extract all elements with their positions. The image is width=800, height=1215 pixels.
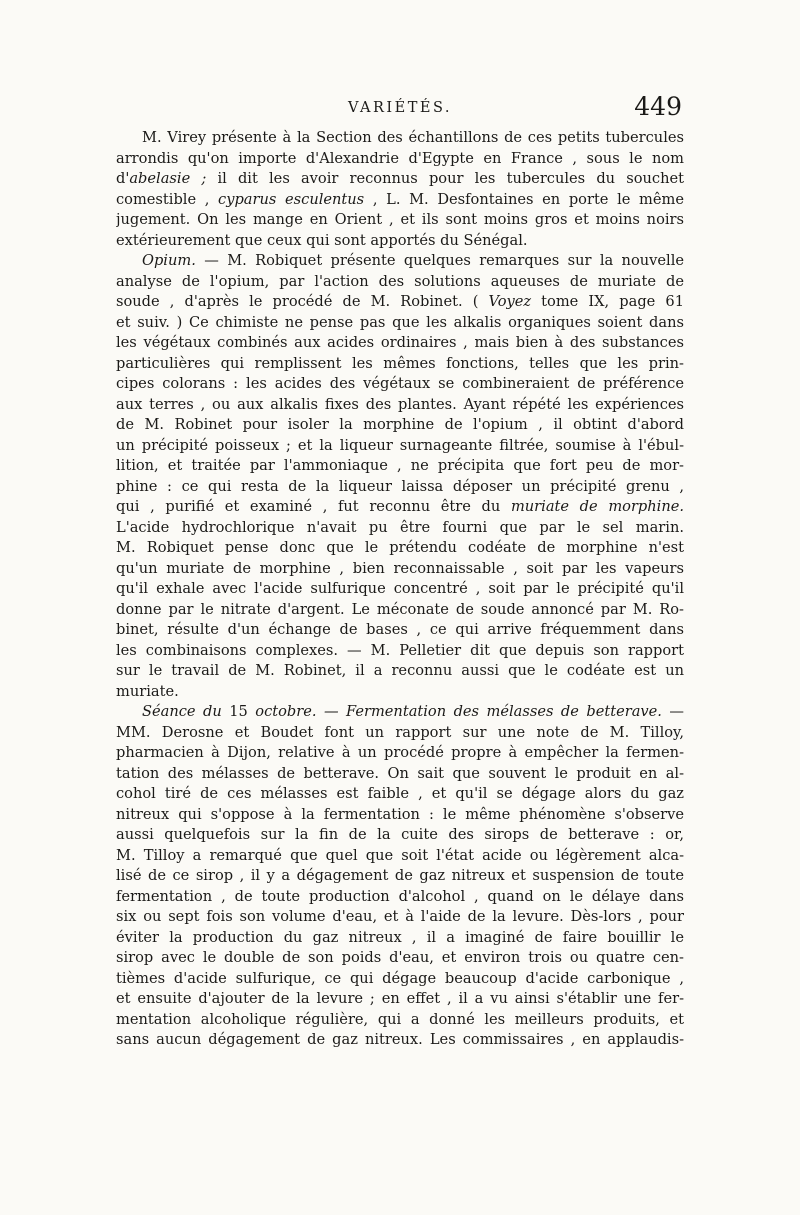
text-line: lisé de ce sirop , il y a dégagement de gaz nitreux et suspension de toute — [116, 867, 684, 884]
text-line: M. Robiquet pense donc que le prétendu codéate de morphine n'est — [116, 539, 684, 556]
text-line: nitreux qui s'oppose à la fermentation : le même phénomène s'observe — [116, 805, 684, 823]
text-line: L'acide hydrochlorique n'avait pu être fourni que par le sel marin. — [116, 518, 684, 536]
page-number: 449 — [634, 92, 682, 121]
text-line: cipes colorans : les acides des végétaux se combineraient de préférence — [116, 375, 684, 392]
text-line: MM. Derosne et Boudet font un rapport sur une note de M. Tilloy, — [116, 723, 684, 741]
text-line: aux terres , ou aux alkalis fixes des plantes. Ayant répété les expériences — [116, 395, 684, 413]
text-line: arrondis qu'on importe d'Alexandrie d'Egypte en France , sous le nom — [116, 149, 684, 167]
text-line: Séance du 15 octobre. — Fermentation des mélasses de betterave. — — [142, 703, 684, 720]
text-line: Opium. — M. Robiquet présente quelques remarques sur la nouvelle — [142, 252, 684, 269]
text-line: aussi quelquefois sur la fin de la cuite des sirops de betterave : or, — [116, 826, 684, 843]
text-line: sans aucun dégagement de gaz nitreux. Les commissaires , en applaudis- — [116, 1031, 684, 1048]
text-line: soude , d'après le procédé de M. Robinet. ( Voyez tome IX, page 61 — [116, 293, 684, 310]
text-line: donne par le nitrate d'argent. Le méconate de soude annoncé par M. Ro- — [116, 600, 684, 618]
text-line: qu'il exhale avec l'acide sulfurique concentré , soit par le précipité qu'il — [116, 580, 684, 597]
text-line: tation des mélasses de betterave. On sait que souvent le produit en al- — [116, 764, 684, 782]
text-line: sur le travail de M. Robinet, il a reconnu aussi que le codéate est un — [116, 662, 684, 679]
page-header — [116, 92, 684, 126]
text-line: de M. Robinet pour isoler la morphine de l'opium , il obtint d'abord — [116, 416, 684, 433]
text-line: phine : ce qui resta de la liqueur laissa déposer un précipité grenu , — [116, 477, 684, 495]
running-head: VARIÉTÉS. — [348, 100, 452, 116]
text-line: binet, résulte d'un échange de bases , ce qui arrive fréquemment dans — [116, 621, 684, 638]
text-line: et suiv. ) Ce chimiste ne pense pas que les alkalis organiques soient dans — [116, 313, 684, 331]
text-line: et ensuite d'ajouter de la levure ; en effet , il a vu ainsi s'établir une fer- — [116, 990, 684, 1007]
text-line: particulières qui remplissent les mêmes fonctions, telles que les prin- — [116, 354, 684, 372]
text-line: comestible , cyparus esculentus , L. M. Desfontaines en porte le même — [116, 190, 684, 208]
text-line: qu'un muriate de morphine , bien reconnaissable , soit par les vapeurs — [116, 559, 684, 577]
text-line: qui , purifié et examiné , fut reconnu être du muriate de morphine. — [116, 498, 684, 515]
text-line: les combinaisons complexes. — M. Pelletier dit que depuis son rapport — [116, 641, 684, 659]
text-line: les végétaux combinés aux acides ordinaires , mais bien à des substances — [116, 334, 684, 351]
text-line: extérieurement que ceux qui sont apportés du Sénégal. — [116, 231, 528, 249]
text-line: un précipité poisseux ; et la liqueur surnageante filtrée, soumise à l'ébul- — [116, 436, 684, 454]
text-line: éviter la production du gaz nitreux , il a imaginé de faire bouillir le — [116, 928, 684, 946]
text-line: fermentation , de toute production d'alcohol , quand on le délaye dans — [116, 887, 684, 905]
text-line: mentation alcoholique régulière, qui a donné les meilleurs produits, et — [116, 1010, 684, 1028]
text-line: cohol tiré de ces mélasses est faible , et qu'il se dégage alors du gaz — [116, 785, 684, 802]
body-text — [116, 128, 684, 1051]
text-line: analyse de l'opium, par l'action des solutions aqueuses de muriate de — [116, 272, 684, 290]
text-line: pharmacien à Dijon, relative à un procédé propre à empêcher la fermen- — [116, 744, 684, 761]
text-line: tièmes d'acide sulfurique, ce qui dégage beaucoup d'acide carbonique , — [116, 969, 684, 987]
text-line: jugement. On les mange en Orient , et ils sont moins gros et moins noirs — [116, 211, 684, 228]
text-line: M. Tilloy a remarqué que quel que soit l'état acide ou légèrement alca- — [116, 846, 684, 864]
text-line: d'abelasie ; il dit les avoir reconnus pour les tubercules du souchet — [116, 170, 684, 187]
text-line: lition, et traitée par l'ammoniaque , ne précipita que fort peu de mor- — [116, 457, 684, 474]
text-line: M. Virey présente à la Section des échantillons de ces petits tubercules — [142, 129, 684, 146]
text-line: six ou sept fois son volume d'eau, et à l'aide de la levure. Dès-lors , pour — [116, 908, 684, 925]
text-line: sirop avec le double de son poids d'eau, et environ trois ou quatre cen- — [116, 949, 684, 966]
text-line: muriate. — [116, 682, 179, 700]
